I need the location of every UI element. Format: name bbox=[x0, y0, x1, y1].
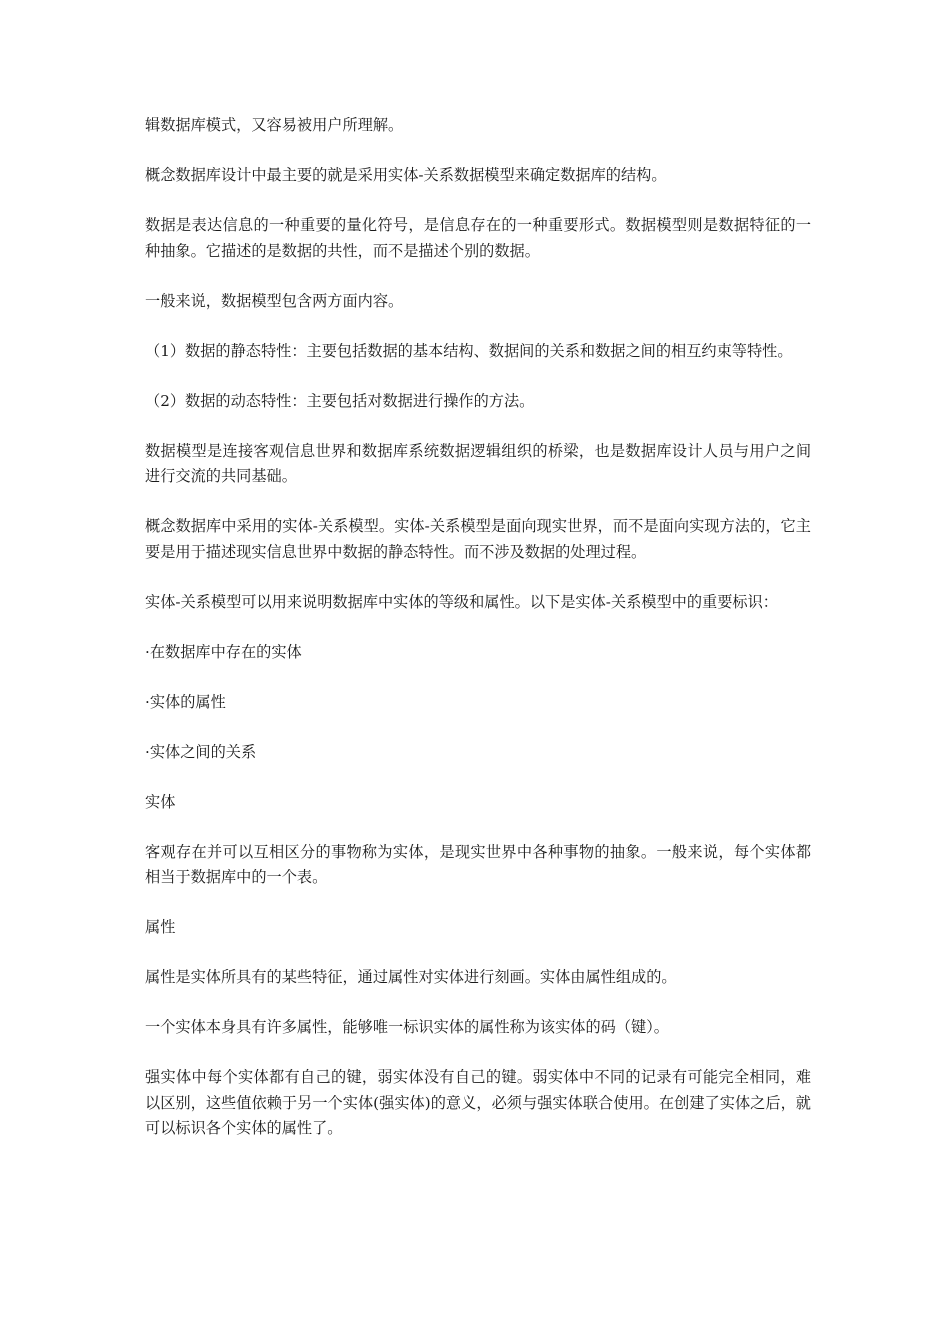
paragraph-model-bridge: 数据模型是连接客观信息世界和数据库系统数据逻辑组织的桥梁，也是数据库设计人员与用户之间进行交流的共同基础。 bbox=[145, 441, 811, 485]
paragraph-er-model: 概念数据库中采用的实体-关系模型。实体-关系模型是面向现实世界，而不是面向实现方法的，它主要是用于描述现实信息世界中数据的静态特性。而不涉及数据的处理过程。 bbox=[145, 517, 811, 561]
section-heading-attribute: 属性 bbox=[145, 918, 176, 936]
paragraph-er-identifiers-intro: 实体-关系模型可以用来说明数据库中实体的等级和属性。以下是实体-关系模型中的重要标识： bbox=[145, 592, 778, 611]
paragraph-schema-continuation: 辑数据库模式，又容易被用户所理解。 bbox=[145, 116, 404, 134]
paragraph-static-properties: （1）数据的静态特性：主要包括数据的基本结构、数据间的关系和数据之间的相互约束等特性。 bbox=[145, 341, 793, 360]
paragraph-attribute-definition: 属性是实体所具有的某些特征，通过属性对实体进行刻画。实体由属性组成的。 bbox=[145, 968, 677, 986]
paragraph-model-contents-intro: 一般来说，数据模型包含两方面内容。 bbox=[145, 291, 404, 310]
paragraph-entity-definition: 客观存在并可以互相区分的事物称为实体，是现实世界中各种事物的抽象。一般来说，每个实体都相当于数据库中的一个表。 bbox=[145, 842, 811, 886]
paragraph-strong-weak-entity: 强实体中每个实体都有自己的键，弱实体没有自己的键。弱实体中不同的记录有可能完全相同，难以区别，这些值依赖于另一个实体(强实体)的意义，必须与强实体联合使用。在创建了实体之后，就可以标识各个实体的属性了。 bbox=[145, 1068, 811, 1137]
list-item-entities: ·在数据库中存在的实体 bbox=[145, 642, 302, 661]
list-item-relationships: ·实体之间的关系 bbox=[145, 742, 257, 761]
paragraph-conceptual-design: 概念数据库设计中最主要的就是采用实体-关系数据模型来确定数据库的结构。 bbox=[145, 166, 667, 184]
paragraph-data-definition: 数据是表达信息的一种重要的量化符号，是信息存在的一种重要形式。数据模型则是数据特征的一种抽象。它描述的是数据的共性，而不是描述个别的数据。 bbox=[145, 216, 811, 260]
section-heading-entity: 实体 bbox=[145, 792, 176, 811]
document-body bbox=[145, 113, 811, 1166]
list-item-attributes: ·实体的属性 bbox=[145, 692, 226, 711]
paragraph-key-definition: 一个实体本身具有许多属性，能够唯一标识实体的属性称为该实体的码（键）。 bbox=[145, 1018, 669, 1036]
paragraph-dynamic-properties: （2）数据的动态特性：主要包括对数据进行操作的方法。 bbox=[145, 391, 535, 410]
